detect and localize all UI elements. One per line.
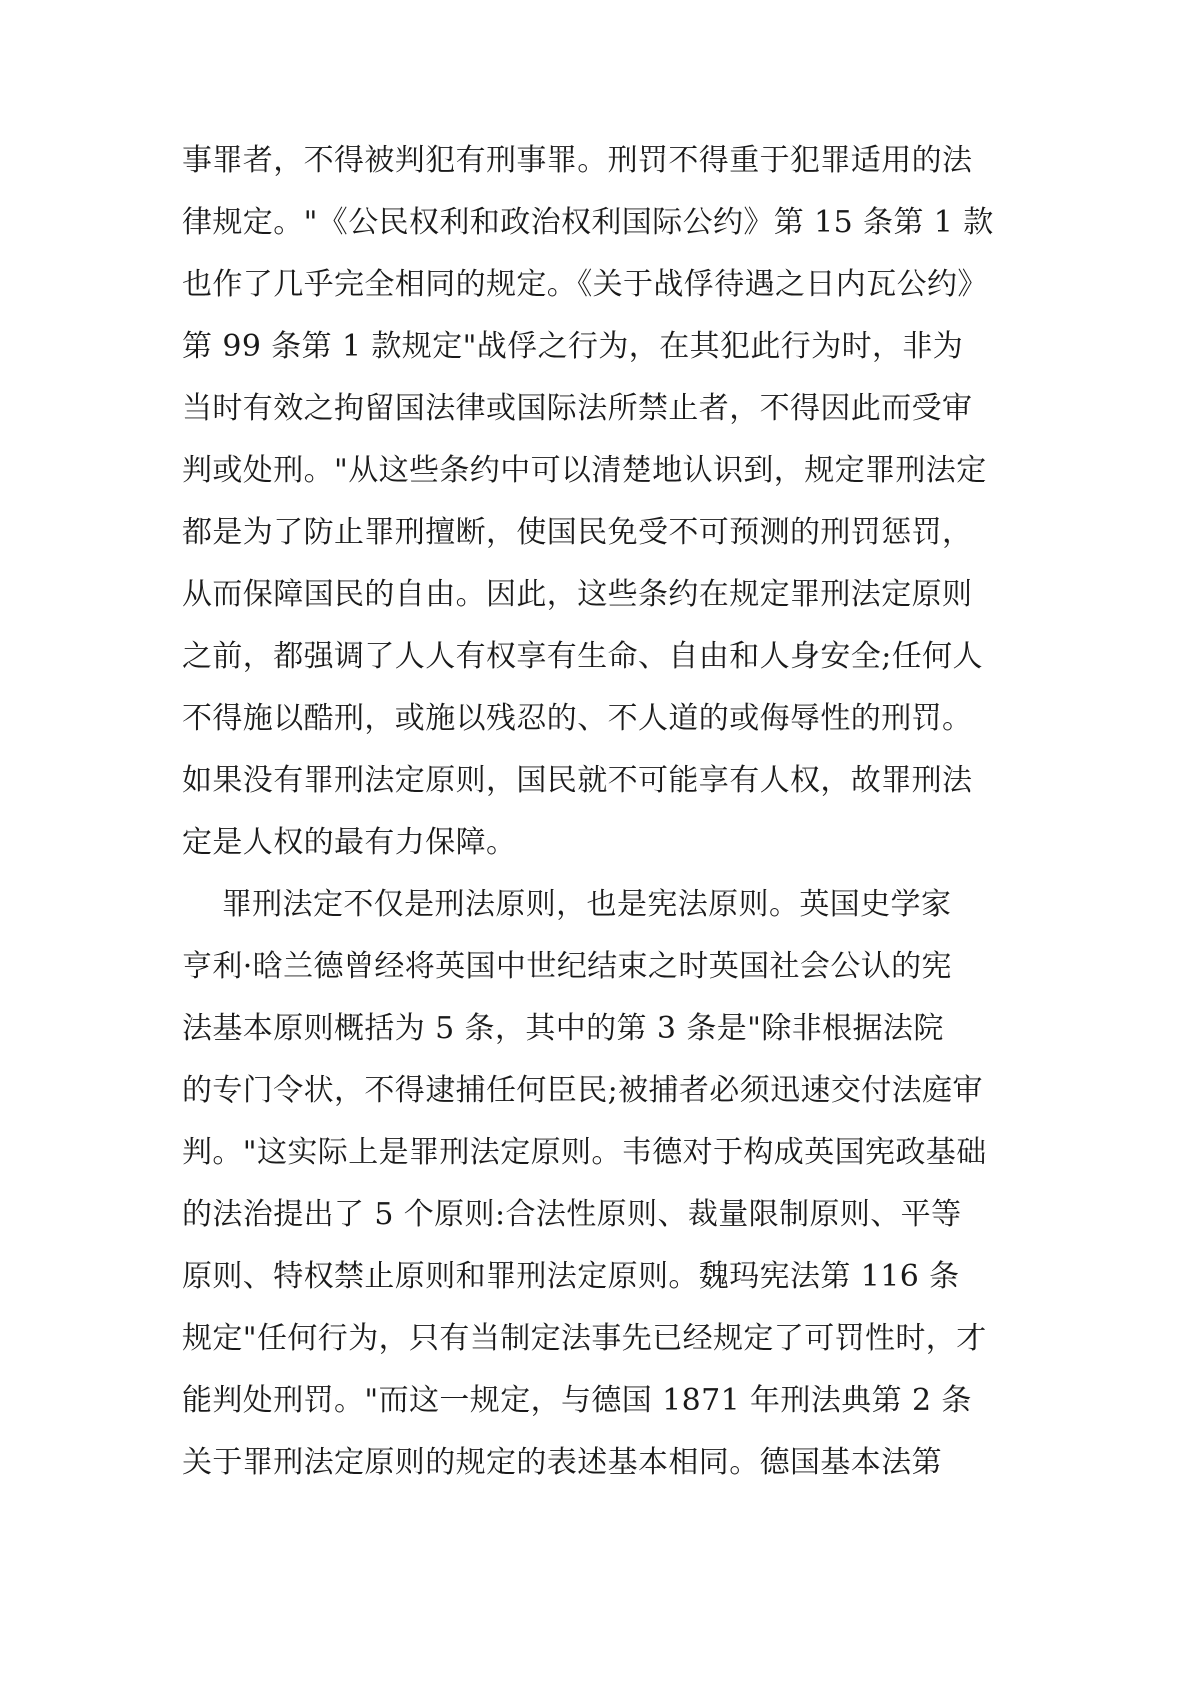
- text-line: 判。"这实际上是罪刑法定原则。韦德对于构成英国宪政基础: [182, 1135, 987, 1170]
- text-line: 亨利·晗兰德曾经将英国中世纪结束之时英国社会公认的宪: [182, 949, 952, 984]
- text-line: 不得施以酷刑，或施以残忍的、不人道的或侮辱性的刑罚。: [182, 701, 973, 736]
- text-line: 关于罪刑法定原则的规定的表述基本相同。德国基本法第: [182, 1445, 942, 1480]
- document-body-text: [182, 130, 1022, 1494]
- text-line: 定是人权的最有力保障。: [182, 825, 517, 860]
- text-line: 也作了几乎完全相同的规定。《关于战俘待遇之日内瓦公约》: [182, 267, 988, 302]
- text-line: 第 99 条第 1 款规定"战俘之行为，在其犯此行为时，非为: [182, 329, 964, 364]
- text-line: 之前，都强调了人人有权享有生命、自由和人身安全;任何人: [182, 639, 983, 674]
- text-line: 的专门令状，不得逮捕任何臣民;被捕者必须迅速交付法庭审: [182, 1073, 983, 1108]
- text-line: 判或处刑。"从这些条约中可以清楚地认识到，规定罪刑法定: [182, 453, 987, 488]
- text-line: 事罪者，不得被判犯有刑事罪。刑罚不得重于犯罪适用的法: [182, 143, 973, 178]
- text-line: 如果没有罪刑法定原则，国民就不可能享有人权，故罪刑法: [182, 763, 973, 798]
- text-line: 的法治提出了 5 个原则:合法性原则、裁量限制原则、平等: [182, 1197, 962, 1232]
- text-line: 律规定。"《公民权利和政治权利国际公约》第 15 条第 1 款: [182, 205, 994, 240]
- text-line: 原则、特权禁止原则和罪刑法定原则。魏玛宪法第 116 条: [182, 1259, 960, 1294]
- text-line: 当时有效之拘留国法律或国际法所禁止者，不得因此而受审: [182, 391, 973, 426]
- text-line: 都是为了防止罪刑擅断，使国民免受不可预测的刑罚惩罚，: [182, 515, 973, 550]
- text-line: 能判处刑罚。"而这一规定，与德国 1871 年刑法典第 2 条: [182, 1383, 972, 1418]
- text-line: 从而保障国民的自由。因此，这些条约在规定罪刑法定原则: [182, 577, 973, 612]
- text-line: 规定"任何行为，只有当制定法事先已经规定了可罚性时，才: [182, 1321, 987, 1356]
- text-line: 罪刑法定不仅是刑法原则，也是宪法原则。英国史学家: [182, 887, 952, 922]
- text-line: 法基本原则概括为 5 条，其中的第 3 条是"除非根据法院: [182, 1011, 944, 1046]
